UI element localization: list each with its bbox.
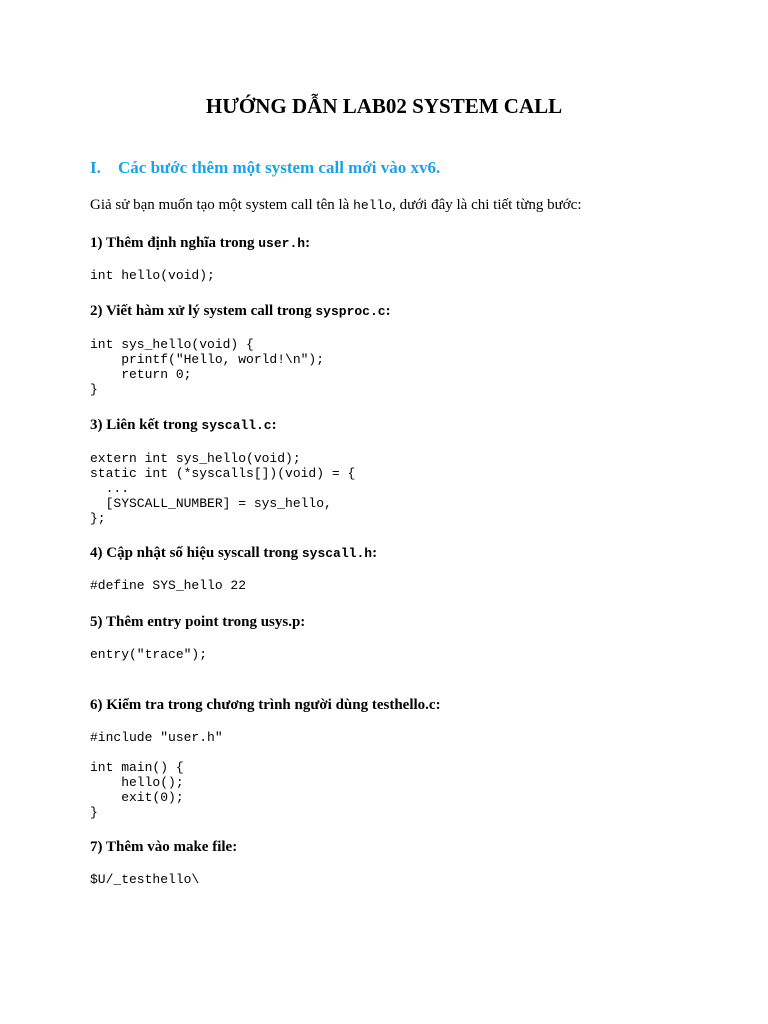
step-heading-file: syscall.h bbox=[301, 546, 373, 561]
step-heading-suffix: : bbox=[305, 235, 311, 251]
step-6-heading bbox=[90, 695, 441, 715]
section-title: Các bước thêm một system call mới vào xv6. bbox=[118, 158, 441, 177]
step-3-heading bbox=[90, 415, 277, 436]
step-1-code-block: int hello(void); bbox=[90, 268, 215, 283]
step-4-code-block: #define SYS_hello 22 bbox=[90, 578, 247, 593]
step-7-heading bbox=[90, 837, 237, 857]
page-title: HƯỚNG DẪN LAB02 SYSTEM CALL bbox=[205, 94, 563, 118]
step-heading-suffix: : bbox=[372, 545, 378, 561]
intro-inline-code: hello bbox=[353, 198, 393, 213]
step-heading-file: syscall.c bbox=[201, 418, 272, 433]
step-heading-text: 2) Viết hàm xử lý system call trong bbox=[90, 303, 316, 319]
step-heading-text: 3) Liên kết trong bbox=[90, 417, 202, 433]
step-heading-text: 7) Thêm vào make file: bbox=[90, 839, 238, 855]
intro-paragraph bbox=[90, 195, 582, 216]
step-2-heading bbox=[90, 301, 391, 322]
section-heading bbox=[90, 157, 440, 179]
step-5-code-block: entry("trace"); bbox=[90, 647, 208, 662]
step-5-heading bbox=[90, 612, 305, 632]
step-6-code-block: #include "user.h" int main() { hello(); exit(0); } bbox=[90, 730, 223, 820]
step-2-code-block: int sys_hello(void) { printf("Hello, world!\n"); return 0; } bbox=[90, 337, 325, 397]
intro-text-before: Giả sử bạn muốn tạo một system call tên là bbox=[90, 197, 354, 213]
step-3-code-block: extern int sys_hello(void); static int (*syscalls[])(void) = { ... [SYSCALL_NUMBER] = sys_hello, }; bbox=[90, 451, 356, 526]
step-heading-text: 6) Kiểm tra trong chương trình người dùng testhello.c: bbox=[90, 697, 441, 713]
step-heading-file: user.h bbox=[258, 236, 306, 251]
step-heading-suffix: : bbox=[271, 417, 277, 433]
step-heading-text: 4) Cập nhật số hiệu syscall trong bbox=[90, 545, 302, 561]
step-heading-text: 5) Thêm entry point trong usys.p: bbox=[90, 614, 306, 630]
step-1-heading bbox=[90, 233, 310, 254]
intro-text-after: , dưới đây là chi tiết từng bước: bbox=[392, 197, 582, 213]
step-4-heading bbox=[90, 543, 377, 564]
step-heading-text: 1) Thêm định nghĩa trong bbox=[90, 235, 259, 251]
step-heading-file: sysproc.c bbox=[315, 304, 386, 319]
step-heading-suffix: : bbox=[385, 303, 391, 319]
section-number: I. bbox=[90, 158, 101, 177]
step-7-code-block: $U/_testhello\ bbox=[90, 872, 200, 887]
